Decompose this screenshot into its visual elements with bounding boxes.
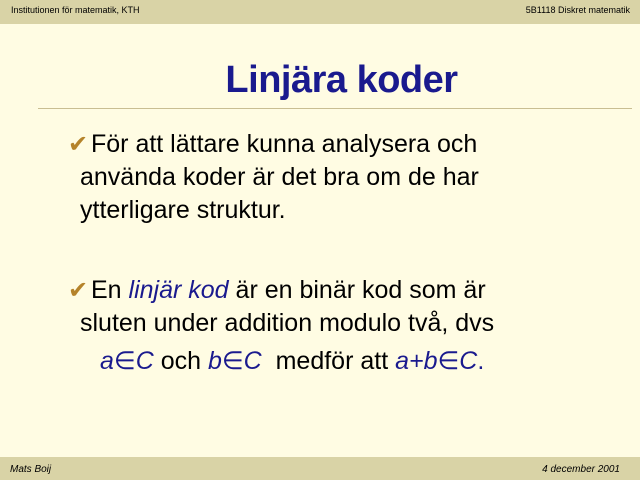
- period: .: [477, 347, 485, 375]
- bullet-line: [68, 274, 628, 307]
- bullet-line: använda koder är det bra om de har: [80, 163, 479, 191]
- bullet-line: För att lättare kunna analysera och: [91, 130, 478, 158]
- footer-date: 4 december 2001: [542, 464, 620, 475]
- text-medfor: medför att: [261, 347, 396, 375]
- footer-author: Mats Boij: [10, 464, 52, 475]
- header-institution: Institutionen för matematik, KTH: [11, 5, 140, 15]
- bullet-structure: [68, 128, 628, 227]
- var-a: a: [100, 347, 114, 375]
- math-statement: [100, 345, 484, 378]
- var-b: b: [207, 347, 222, 375]
- element-of-symbol: ∈: [437, 347, 460, 375]
- slide-title: Linjära koder: [225, 59, 458, 101]
- text-och: och: [153, 347, 208, 375]
- title-divider: [38, 108, 632, 109]
- text-prefix: En: [91, 276, 129, 304]
- set-c: C: [459, 347, 478, 375]
- bullet-line: ytterligare struktur.: [80, 196, 286, 224]
- sum-apb: a+b: [395, 347, 438, 375]
- bullet-definition: [68, 274, 628, 340]
- element-of-symbol: ∈: [113, 347, 136, 375]
- checkmark-icon: ✔: [68, 277, 89, 304]
- bullet-line: sluten under addition modulo två, dvs: [80, 309, 495, 337]
- header-course: 5B1118 Diskret matematik: [525, 5, 630, 15]
- term-emphasis: linjär kod: [128, 276, 229, 304]
- set-c: C: [243, 347, 262, 375]
- checkmark-icon: ✔: [68, 131, 89, 158]
- element-of-symbol: ∈: [221, 347, 244, 375]
- text-suffix: är en binär kod som är: [228, 276, 486, 304]
- set-c: C: [135, 347, 154, 375]
